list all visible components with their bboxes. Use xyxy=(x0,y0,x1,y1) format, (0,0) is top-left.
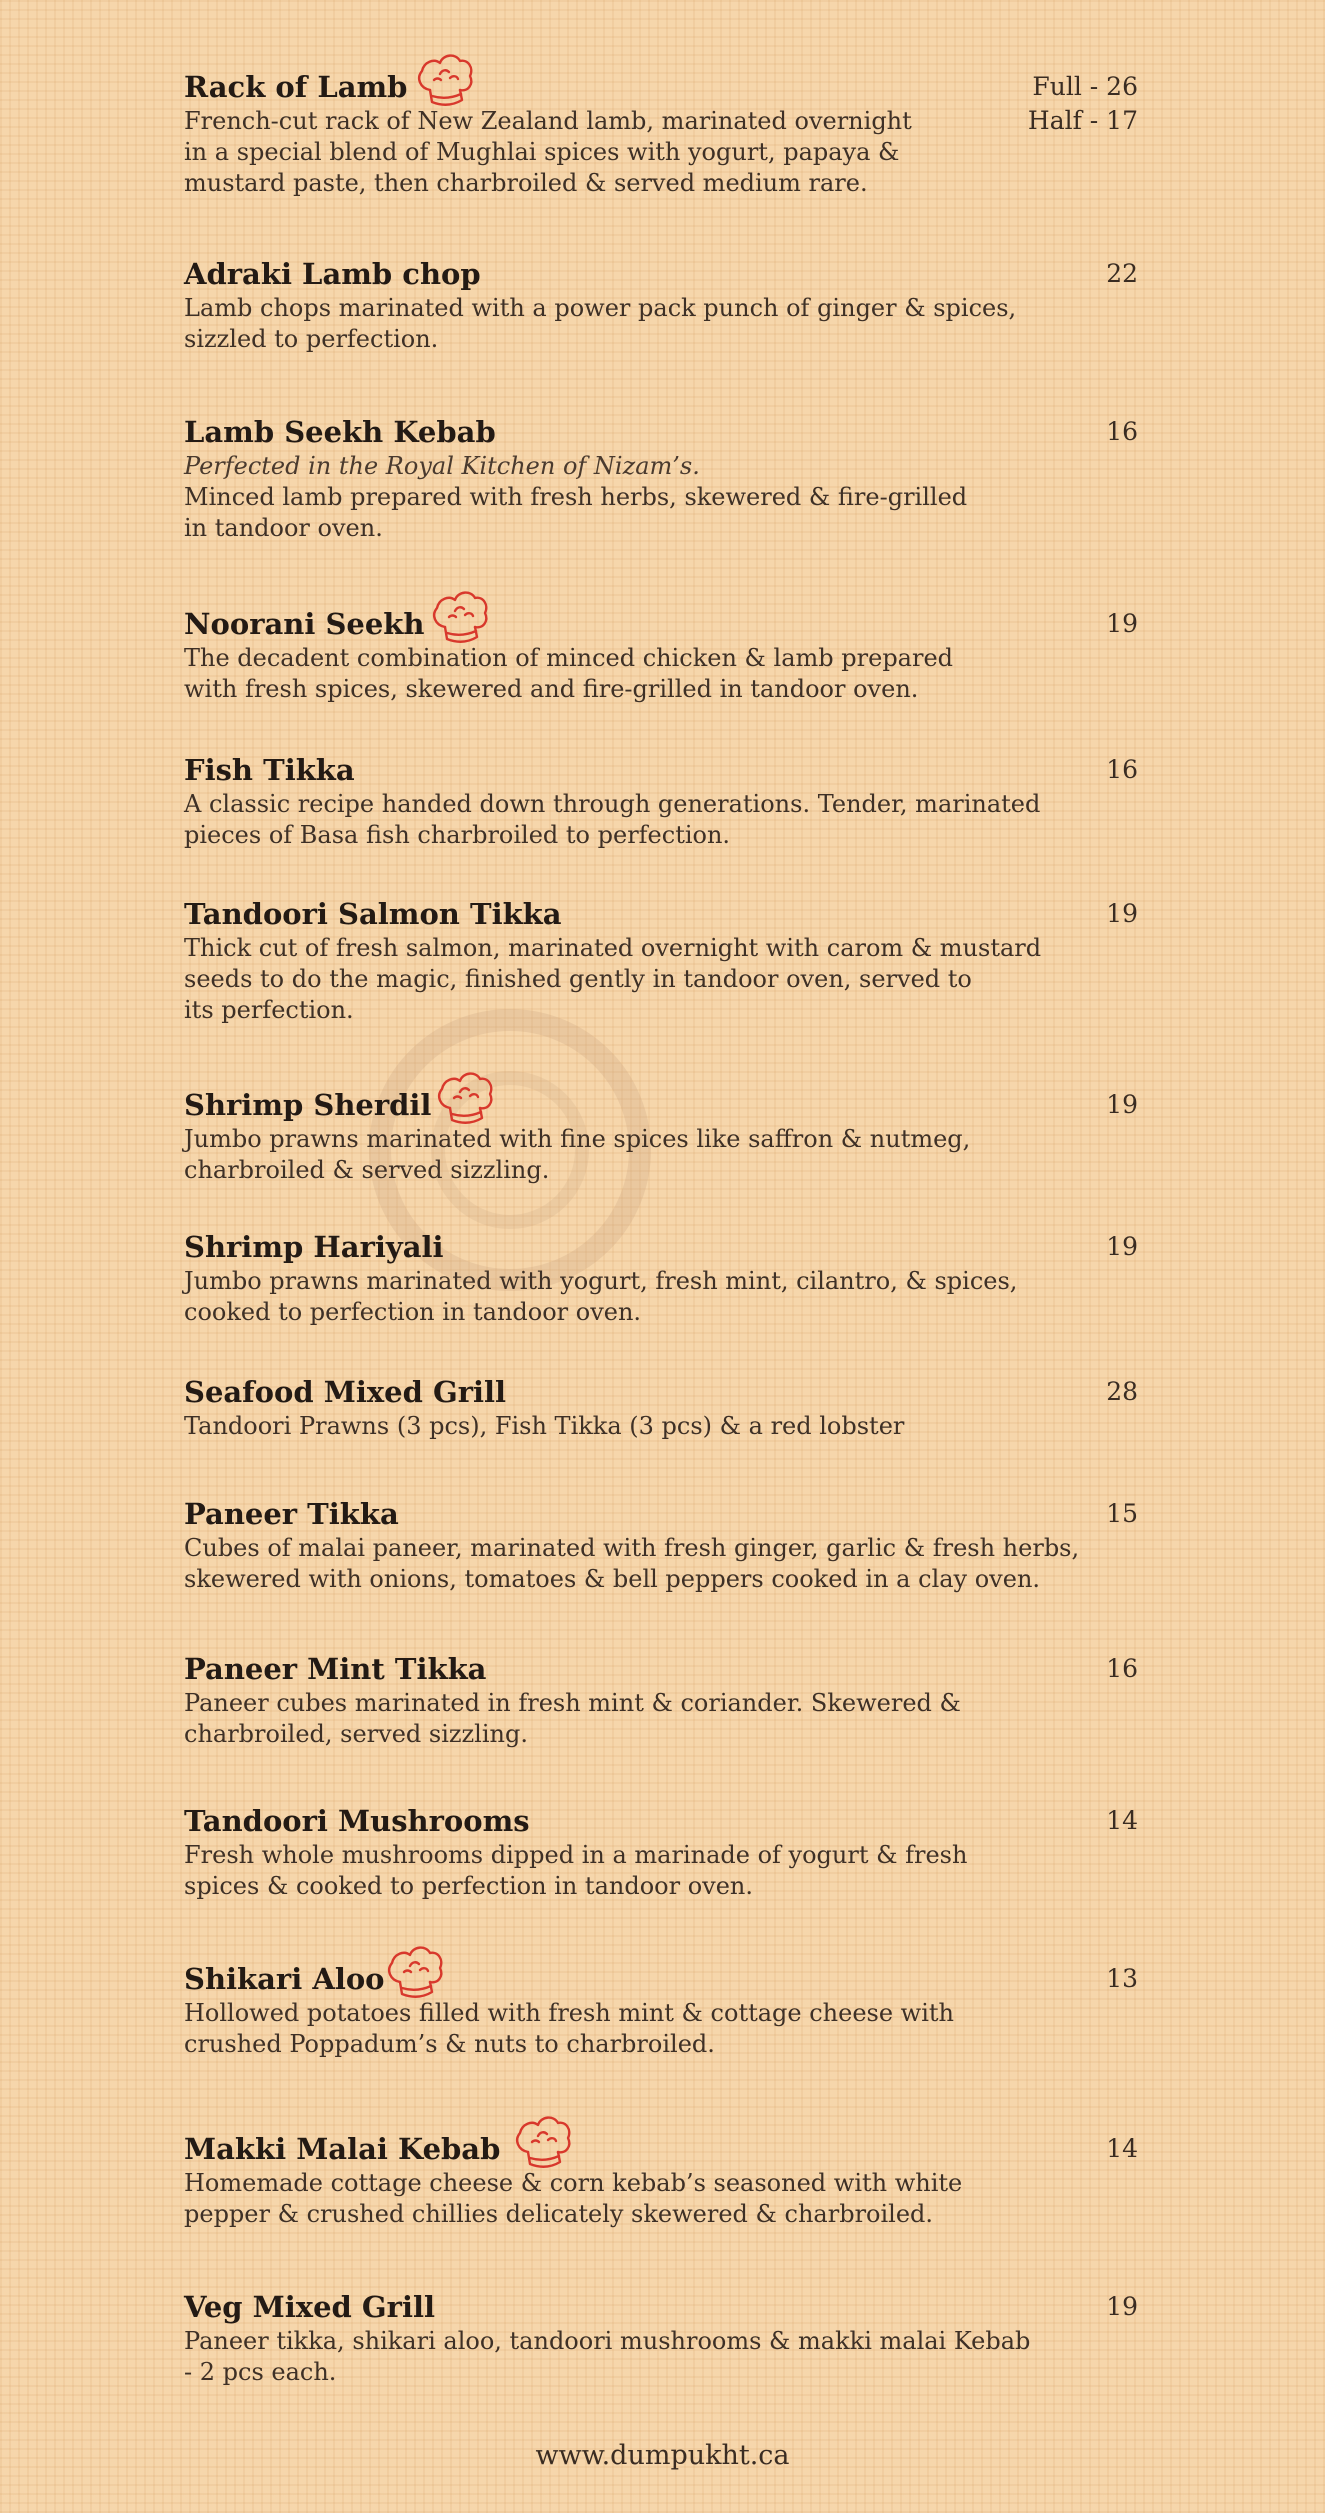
menu-item-shrimp-hariyali xyxy=(184,1228,1144,1328)
item-name: Shrimp Sherdil xyxy=(184,1088,432,1122)
menu-item-noorani-seekh xyxy=(184,605,1144,705)
item-price: 19 xyxy=(1106,1090,1138,1119)
item-price: 19 xyxy=(1106,899,1138,928)
item-description: Cubes of malai paneer, marinated with fresh ginger, garlic & fresh herbs, skewered with onions, tomatoes & bell peppers cooked in a clay oven. xyxy=(184,1534,1080,1593)
menu-item-paneer-tikka xyxy=(184,1495,1144,1595)
item-description: French-cut rack of New Zealand lamb, marinated overnight in a special blend of Mughlai spices with yogurt, papaya & mustard paste, then charbroiled & served medium rare. xyxy=(184,107,912,197)
menu-item-lamb-seekh-kebab xyxy=(184,413,1144,544)
item-description: The decadent combination of minced chicken & lamb prepared with fresh spices, skewered and fire-grilled in tandoor oven. xyxy=(184,644,954,703)
item-name: Tandoori Salmon Tikka xyxy=(184,897,562,931)
chef-hat-icon xyxy=(382,1940,446,2002)
item-description: Lamb chops marinated with a power pack punch of ginger & spices, sizzled to perfection. xyxy=(184,294,1017,353)
item-price: 16 xyxy=(1106,417,1138,446)
item-name: Adraki Lamb chop xyxy=(184,257,481,291)
item-price-half: Half - 17 xyxy=(1027,106,1138,135)
chef-hat-icon xyxy=(427,585,491,647)
item-name: Shrimp Hariyali xyxy=(184,1230,444,1264)
item-description: Minced lamb prepared with fresh herbs, skewered & fire-grilled in tandoor oven. xyxy=(184,483,968,542)
menu-item-makki-malai-kebab xyxy=(184,2130,1144,2230)
item-description: Fresh whole mushrooms dipped in a marinade of yogurt & fresh spices & cooked to perfection in tandoor oven. xyxy=(184,1841,968,1900)
item-price: 16 xyxy=(1106,755,1138,784)
item-price-full: Full - 26 xyxy=(1032,72,1138,101)
menu-item-seafood-mixed-grill xyxy=(184,1373,1144,1442)
menu-item-paneer-mint-tikka xyxy=(184,1650,1144,1750)
menu-item-tandoori-salmon-tikka xyxy=(184,895,1144,1026)
item-description: Hollowed potatoes filled with fresh mint & cottage cheese with crushed Poppadum’s & nuts to charbroiled. xyxy=(184,1999,955,2058)
item-name: Noorani Seekh xyxy=(184,607,425,641)
menu-item-veg-mixed-grill xyxy=(184,2288,1144,2388)
item-description: Thick cut of fresh salmon, marinated overnight with carom & mustard seeds to do the magic, finished gently in tandoor oven, served to its perfection. xyxy=(184,934,1042,1024)
item-description: Tandoori Prawns (3 pcs), Fish Tikka (3 pcs) & a red lobster xyxy=(184,1412,905,1440)
item-price: 19 xyxy=(1106,2292,1138,2321)
item-description: Paneer tikka, shikari aloo, tandoori mushrooms & makki malai Kebab - 2 pcs each. xyxy=(184,2327,1031,2386)
menu-item-tandoori-mushrooms xyxy=(184,1802,1144,1902)
item-price: 28 xyxy=(1106,1377,1138,1406)
chef-hat-icon xyxy=(510,2110,574,2172)
item-tagline: Perfected in the Royal Kitchen of Nizam’s. xyxy=(184,452,700,480)
item-price: 13 xyxy=(1106,1964,1138,1993)
item-name: Veg Mixed Grill xyxy=(184,2290,435,2324)
item-price: 19 xyxy=(1106,609,1138,638)
menu-item-adraki-lamb-chop xyxy=(184,255,1144,355)
item-description: Paneer cubes marinated in fresh mint & coriander. Skewered & charbroiled, served sizzling. xyxy=(184,1689,961,1748)
menu-item-shikari-aloo xyxy=(184,1960,1144,2060)
chef-hat-icon xyxy=(432,1066,496,1128)
chef-hat-icon xyxy=(412,48,476,110)
item-price: 19 xyxy=(1106,1232,1138,1261)
item-name: Fish Tikka xyxy=(184,753,355,787)
item-description: Homemade cottage cheese & corn kebab’s seasoned with white pepper & crushed chillies delicately skewered & charbroiled. xyxy=(184,2169,963,2228)
item-price: 16 xyxy=(1106,1654,1138,1683)
menu-item-fish-tikka xyxy=(184,751,1144,851)
item-name: Seafood Mixed Grill xyxy=(184,1375,507,1409)
item-name: Tandoori Mushrooms xyxy=(184,1804,530,1838)
item-price: 14 xyxy=(1106,2134,1138,2163)
item-price: 14 xyxy=(1106,1806,1138,1835)
item-price: 22 xyxy=(1106,259,1138,288)
item-description: Jumbo prawns marinated with fine spices like saffron & nutmeg, charbroiled & served sizzling. xyxy=(184,1125,971,1184)
item-name: Paneer Tikka xyxy=(184,1497,399,1531)
menu-item-rack-of-lamb xyxy=(184,68,1144,199)
item-name: Lamb Seekh Kebab xyxy=(184,415,496,449)
item-price: 15 xyxy=(1106,1499,1138,1528)
item-name: Shikari Aloo xyxy=(184,1962,385,1996)
item-name: Rack of Lamb xyxy=(184,70,408,104)
item-description: A classic recipe handed down through generations. Tender, marinated pieces of Basa fish charbroiled to perfection. xyxy=(184,790,1041,849)
menu-item-shrimp-sherdil xyxy=(184,1086,1144,1186)
website-link[interactable]: www.dumpukht.ca xyxy=(535,2440,790,2471)
item-name: Paneer Mint Tikka xyxy=(184,1652,487,1686)
item-name: Makki Malai Kebab xyxy=(184,2132,501,2166)
item-description: Jumbo prawns marinated with yogurt, fresh mint, cilantro, & spices, cooked to perfection in tandoor oven. xyxy=(184,1267,1018,1326)
